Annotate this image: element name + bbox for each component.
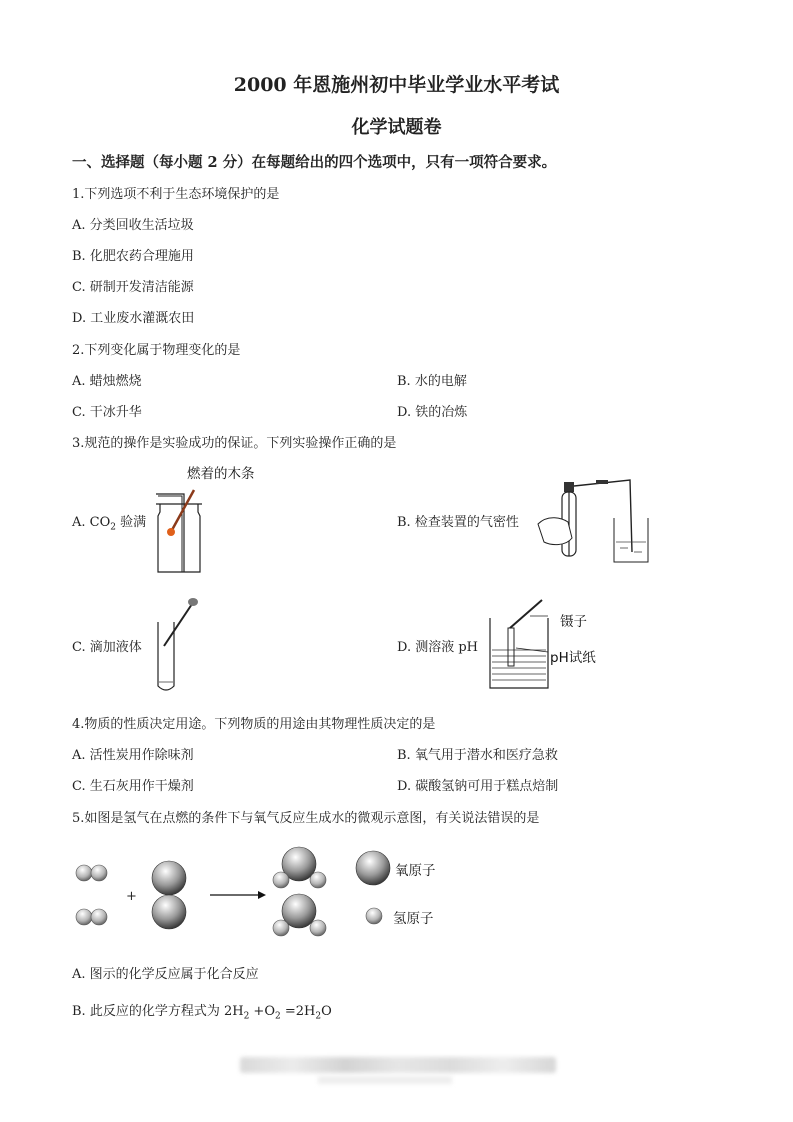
legend-oxygen-atom: 氧原子 [395,863,436,879]
q3-option-b: B. 检查装置的气密性 [397,515,519,530]
q2-option-a: A. 蜡烛燃烧 [72,374,142,389]
q2-option-d: D. 铁的冶炼 [397,405,468,420]
question-5-stem: 5.如图是氢气在点燃的条件下与氧气反应生成水的微观示意图，有关说法错误的是 [72,811,540,826]
co2-bottle-figure [150,482,210,577]
legend-hydrogen-atom: 氢原子 [393,911,434,927]
dropper-figure [150,596,200,696]
q5-option-b: B. 此反应的化学方程式为 $2H_2 +O_2 =2H_2O$ [72,1004,332,1022]
blurred-watermark [240,1057,556,1073]
question-2-stem: 2.下列变化属于物理变化的是 [72,343,241,358]
q3-option-d: D. 测溶液 pH [397,640,479,655]
q1-option-b: B. 化肥农药合理施用 [72,249,194,264]
q1-option-a: A. 分类回收生活垃圾 [72,218,194,233]
section-heading: 一、选择题（每小题 2 分）在每题给出的四个选项中，只有一项符合要求。 [72,154,557,171]
q2-option-b: B. 水的电解 [397,374,467,389]
airtightness-test-figure [532,472,657,567]
plus-sign: + [126,889,137,904]
q4-option-a: A. 活性炭用作除味剂 [72,748,194,763]
q4-option-c: C. 生石灰用作干燥剂 [72,779,194,794]
question-4-stem: 4.物质的性质决定用途。下列物质的用途由其物理性质决定的是 [72,717,436,732]
molecule-reaction-diagram [70,840,370,945]
q3-a-figure-label: 燃着的木条 [187,466,255,482]
q2-option-c: C. 干冰升华 [72,405,142,420]
q3-d-tweezers-label: 镊子 [560,614,587,630]
q3-option-c: C. 滴加液体 [72,640,142,655]
q3-option-a: A. $CO_2$ 验满 [72,515,147,533]
q1-option-d: D. 工业废水灌溉农田 [72,311,195,326]
q4-option-d: D. 碳酸氢钠可用于糕点焙制 [397,779,559,794]
q3-d-ph-paper-label: pH试纸 [550,650,596,666]
blurred-watermark-line [318,1076,452,1084]
question-1-stem: 1.下列选项不利于生态环境保护的是 [72,187,280,202]
q1-option-c: C. 研制开发清洁能源 [72,280,194,295]
question-3-stem: 3.规范的操作是实验成功的保证。下列实验操作正确的是 [72,436,397,451]
exam-subtitle: 化学试题卷 [351,117,442,138]
exam-title: 2000 年恩施州初中毕业学业水平考试 [233,74,560,96]
q4-option-b: B. 氧气用于潜水和医疗急救 [397,748,558,763]
q5-option-a: A. 图示的化学反应属于化合反应 [72,967,259,982]
